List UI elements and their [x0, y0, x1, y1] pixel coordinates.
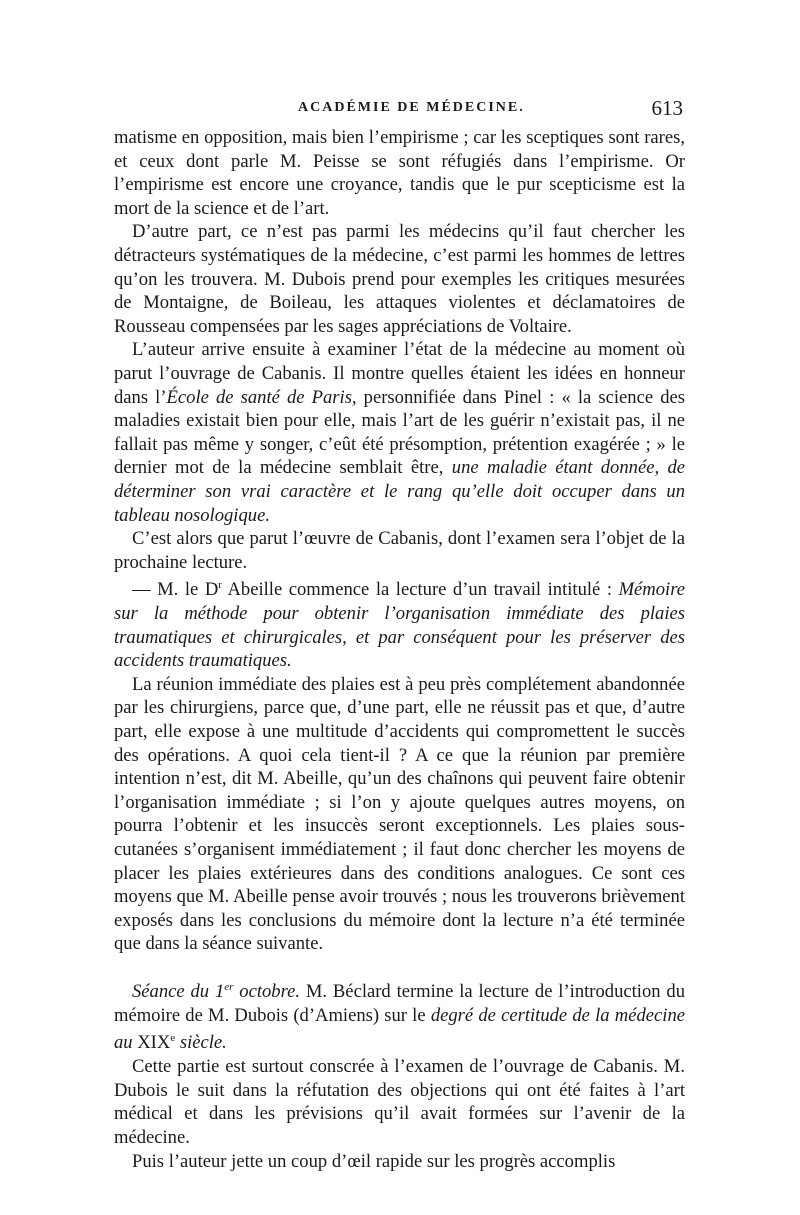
- p7-italic-f: siècle.: [175, 1032, 227, 1054]
- paragraph-8: Cette partie est surtout conscrée à l’examen de l’ouvrage de Cabanis. M. Dubois le suit dans la réfutation des objections qui ont été faites à l’art médical et dans les prévisions qu’il avait formées sur l’avenir de la médecine.: [114, 1056, 685, 1148]
- p5-sup: r: [218, 579, 222, 592]
- paragraph-1: matisme en opposition, mais bien l’empirisme ; car les sceptiques sont rares, et ceux dont parle M. Peisse se sont réfugiés dans l’empirisme. Or l’empirisme est encore une croyance, tandis que le pur scepticisme est la mort de la science et de l’art.: [114, 127, 685, 219]
- paragraph-5: [114, 574, 685, 673]
- paragraph-6: La réunion immédiate des plaies est à peu près complétement abandonnée par les chirurgiens, parce que, d’une part, elle ne réussit pas et que, d’autre part, elle expose à une multitude d’accidents qui compromettent le succès des opérations. A quoi cela tient-il ? A ce que la réunion par première intention n’est, dit M. Abeille, qu’un des chaînons qui peuvent faire obtenir l’organisation immédiate ; si l’on y ajoute quelques autres moyens, on pourra l’obtenir et les insuccès seront exceptionnels. Les plaies sous-cutanées s’organisent immédiatement ; il faut donc chercher les moyens de placer les plaies extérieures dans des conditions analogues. Ce sont ces moyens que M. Abeille pense avoir trouvés ; nous les trouverons brièvement exposés dans les conclusions du mémoire dont la lecture n’a été terminée que dans la séance suivante.: [114, 673, 685, 955]
- p7-italic-d: degré de certitude de la médecine au: [114, 1004, 685, 1054]
- p7-sup: er: [224, 980, 234, 993]
- paragraph-4: C’est alors que parut l’œuvre de Cabanis, dont l’examen sera l’objet de la prochaine lecture.: [114, 528, 685, 573]
- p5-text-b: Abeille commence la lecture d’un travail intitulé :: [221, 579, 619, 601]
- page-header: [114, 96, 685, 124]
- p3-text-c: personnifiée dans Pinel : « la science des maladies existait bien pour elle, mais l’art de les guérir n’existait pas, il ne fallait pas même y songer, c’eût été présomption, prétention exagérée ; » le dernier mot de la médecine semblait être,: [114, 386, 685, 479]
- page-number: 613: [651, 96, 683, 120]
- body-text: [114, 126, 685, 1173]
- p5-text-a: — M. le D: [132, 579, 219, 601]
- paragraph-2: D’autre part, ce n’est pas parmi les médecins qu’il faut chercher les détracteurs systématiques de la médecine, c’est parmi les hommes de lettres qu’on les trouvera. M. Dubois prend pour exemples les critiques mesurées de Montaigne, de Boileau, les attaques violentes et déclamatoires de Rousseau compensées par les sages appréciations de Voltaire.: [114, 221, 685, 337]
- p7-italic-a: Séance du 1: [132, 981, 225, 1003]
- paragraph-7: [114, 976, 685, 1055]
- p3-text-a: L’auteur arrive ensuite à examiner l’état de la médecine au moment où parut l’ouvrage de Cabanis. Il montre quelles étaient les idées en honneur dans l’: [114, 339, 685, 408]
- p5-italic-title: Mémoire sur la méthode pour obtenir l’organisation immédiate des plaies traumatiques et chirurgicales, et par conséquent pour les préserver des accidents traumatiques.: [114, 579, 685, 672]
- p7-century: XIX: [132, 1032, 171, 1054]
- running-title: ACADÉMIE DE MÉDECINE.: [298, 100, 525, 115]
- p3-italic-quote: une maladie étant donnée, de déterminer son vrai caractère et le rang qu’elle doit occuper dans un tableau nosologique.: [114, 457, 685, 526]
- p7-sup2: e: [170, 1032, 176, 1045]
- p7-text-c: M. Béclard termine la lecture de l’introduction du mémoire de M. Dubois (d’Amiens) sur le: [114, 981, 685, 1026]
- paragraph-3: [114, 338, 685, 527]
- paragraph-9: Puis l’auteur jette un coup d’œil rapide sur les progrès accomplis: [132, 1150, 616, 1172]
- p3-italic-school: École de santé de Paris,: [166, 386, 357, 408]
- p7-italic-b: octobre.: [233, 981, 301, 1003]
